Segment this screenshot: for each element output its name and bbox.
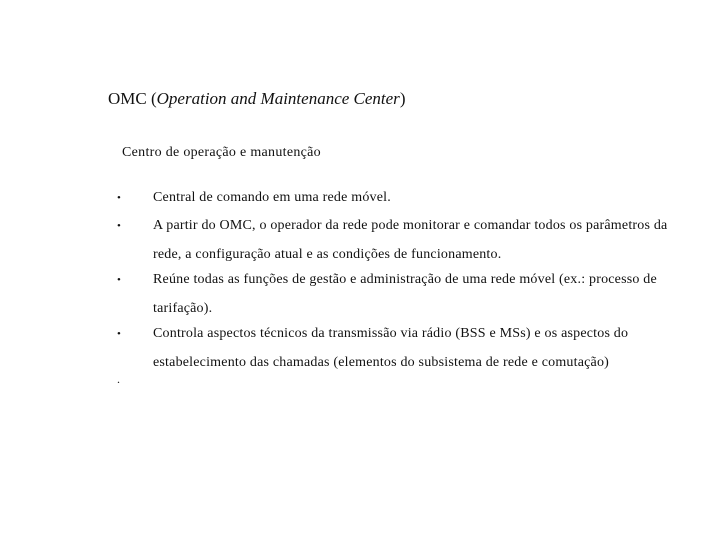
slide-title-suffix: ) — [399, 89, 406, 108]
slide-title-prefix: OMC ( — [108, 89, 157, 108]
bullet-marker: • — [117, 274, 121, 286]
bullet-marker: • — [117, 192, 121, 204]
bullet-text: A partir do OMC, o operador da rede pode monitorar e comandar todos os parâmetros da rede, a configuração atual e as condições de funcionamento. — [153, 218, 668, 262]
slide-title — [108, 89, 405, 109]
bullet-text: Central de comando em uma rede móvel. — [153, 190, 391, 205]
bullet-marker: • — [117, 220, 121, 232]
bullet-text: Reúne todas as funções de gestão e administração de uma rede móvel (ex.: processo de tarifação). — [153, 272, 657, 316]
subtitle: Centro de operação e manutenção — [122, 145, 321, 160]
slide-title-italic: Operation and Maintenance Center — [156, 89, 400, 108]
bullet-text: Controla aspectos técnicos da transmissão via rádio (BSS e MSs) e os aspectos do estabelecimento das chamadas (elementos do subsistema de rede e comutação) — [153, 326, 629, 370]
bullet-marker: • — [117, 328, 121, 340]
trailing-mark: . — [117, 372, 120, 386]
